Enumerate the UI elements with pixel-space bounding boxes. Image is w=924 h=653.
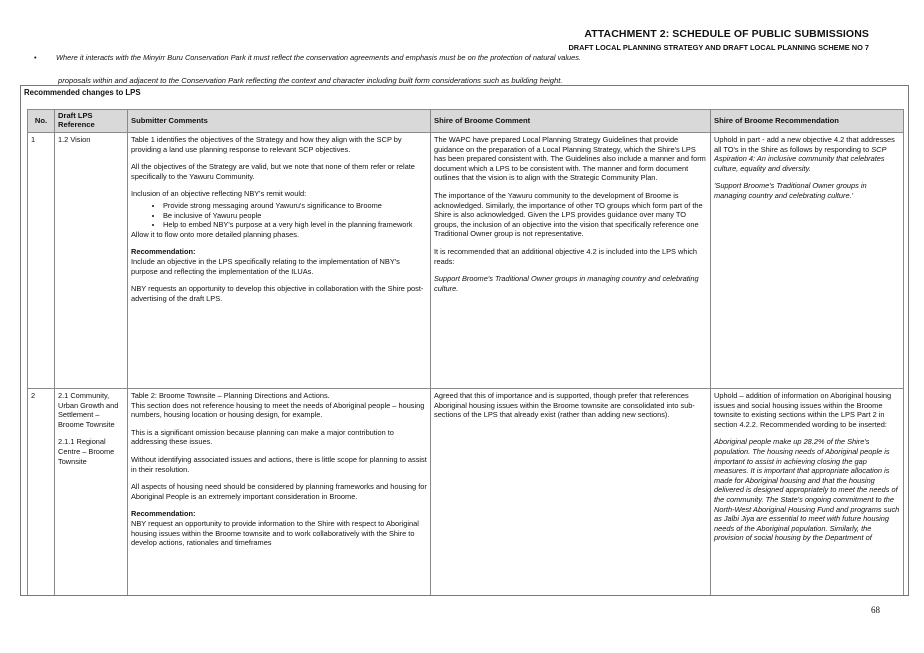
submitter-paragraph: This section does not reference housing to meet the needs of Aboriginal people – housing numbers, housing location or housing design, for example. [131,400,425,420]
comment-paragraph: Agreed that this of importance and is supported, though prefer that references Aboriginal housing issues within the Broome townsite are consolidated into sub-sections of the LPS that already exist (rather than adding new sections). [434,391,695,420]
comment-paragraph: The importance of the Yawuru community to the development of Broome is acknowledged. Similarly, the importance of other TO groups which form part of the Shire is also acknowledged. Given the LPS provides guidance over many TO groups, the inclusion of an objective into the vision that specifically reference one Traditional Owner group is not representative. [434,190,703,239]
reference-text: 1.2 Vision [58,135,91,144]
submitter-recommendation: NBY request an opportunity to provide information to the Shire with respect to Aboriginal housing issues within the Broome townsite and to work collaboratively with the Shire to develop actions, rationales and timeframes [131,518,419,548]
recommendation-text: Uphold in part - add a new objective 4.2 that addresses all TO's in the Shire as follows by responding to [714,135,895,154]
comment-paragraph: It is recommended that an additional objective 4.2 is included into the LPS which reads: [434,246,697,266]
bullet-icon: • [34,53,37,62]
submitter-bullet-list [131,201,427,230]
submitter-paragraph: This is a significant omission because planning can make a major contribution to addressing these issues. [131,427,394,447]
recommended-changes-section [20,85,909,596]
cell-recommendation [711,133,904,389]
submitter-paragraph: Without identifying associated issues and actions, there is little scope for planning to assist in their resolution. [131,454,427,474]
submitter-paragraph: Inclusion of an objective reflecting NBY's remit would: [131,189,307,199]
attachment-subtitle: DRAFT LOCAL PLANNING STRATEGY AND DRAFT LOCAL PLANNING SCHEME NO 7 [568,43,869,52]
submitter-paragraph: Table 1 identifies the objectives of the Strategy and how they align with the SCP by providing a land use planning response to relevant SCP objectives. [131,135,402,154]
table-header-row [28,110,904,133]
attachment-title: ATTACHMENT 2: SCHEDULE OF PUBLIC SUBMISSIONS [584,28,869,40]
reference-text: 2.1.1 Regional Centre – Broome Townsite [58,437,115,466]
column-header-recommendation: Shire of Broome Recommendation [711,110,904,133]
intro-proposals: proposals within and adjacent to the Conservation Park reflecting the context and character including built form considerations such as building height. [58,76,563,85]
recommendation-paragraph [714,135,900,173]
cell-comment [431,389,711,597]
column-header-submitter: Submitter Comments [128,110,431,133]
comment-paragraph: The WAPC have prepared Local Planning Strategy Guidelines that provide guidance on the preparation of a Local Planning Strategy, which the Shire's LPS has been prepared consistent with. The Guidelines also include a manner and form document which a LPS to be consistent with. The manner and form document outlines that the vision is to align with the Strategic Community Plan. [434,135,706,183]
recommendation-aspiration: SCP Aspiration 4: An inclusive community that celebrates culture, equality and diversity. [714,144,887,173]
column-header-no: No. [28,110,55,133]
submitter-recommendation: Include an objective in the LPS specifically relating to the implementation of NBY's purpose and reflecting the implementation of the ILUAs. [131,256,400,276]
cell-recommendation [711,389,904,597]
cell-reference [55,133,128,389]
cell-submitter [128,133,431,389]
recommendation-paragraph: Uphold – addition of information on Aboriginal housing issues and social housing issues within the Broome townsite to existing sections within the LPS Part 2 in section 4.2.2. Recommended wording to be inserted: [714,391,892,429]
recommendation-inserted-wording: Aboriginal people make up 28.2% of the Shire's population. The housing needs of Aboriginal people is important to assist in achieving closing the gap measures. It is important that appropriate allocation is made for Aboriginal housing and that the housing delivered is designed appropriately to meet the needs of the community. The State's ongoing commitment to the North-West Aboriginal Housing Fund and programs such as Jalbi Jiya are essential to meet with future housing needs of the Aboriginal population. Similarly, the provision of social housing by the Department of [714,437,900,543]
list-item: • Help to embed NBY's purpose at a very high level in the planning framework [163,220,427,230]
cell-submitter [128,389,431,597]
recommendation-quote: 'Support Broome's Traditional Owner groups in managing country and celebrating culture.' [714,181,867,200]
comment-proposed-objective: Support Broome's Traditional Owner groups in managing country and celebrating culture. [434,274,699,293]
recommendation-label: Recommendation: [131,247,196,257]
cell-reference [55,389,128,597]
list-item: • Provide strong messaging around Yawuru's significance to Broome [163,201,427,211]
list-item: • Be inclusive of Yawuru people [163,211,427,221]
section-title: Recommended changes to LPS [24,88,141,97]
cell-no: 1 [28,133,55,389]
submissions-table [27,109,904,596]
submitter-paragraph: NBY requests an opportunity to develop this objective in collaboration with the Shire post-advertising of the draft LPS. [131,284,424,303]
table-row [28,389,904,597]
submitter-paragraph: Table 2: Broome Townsite – Planning Directions and Actions. [131,391,330,400]
cell-comment [431,133,711,389]
intro-bullet-text: Where it interacts with the Minyirr Buru Conservation Park it must reflect the conservation agreements and emphasis must be on the protection of natural values. [56,53,581,62]
page-number: 68 [871,605,880,615]
column-header-comment: Shire of Broome Comment [431,110,711,133]
recommendation-label: Recommendation: [131,509,196,519]
cell-no: 2 [28,389,55,597]
table-row [28,133,904,389]
column-header-reference: Draft LPS Reference [55,110,128,133]
submitter-paragraph: All aspects of housing need should be considered by planning frameworks and housing for Aboriginal People is an extremely important consideration in Broome. [131,482,427,501]
submitter-paragraph: All the objectives of the Strategy are valid, but we note that none of them refer or relate specifically to the Yawuru Community. [131,162,415,181]
reference-text: 2.1 Community, Urban Growth and Settlement – Broome Townsite [58,391,119,429]
submitter-paragraph: Allow it to flow onto more detailed planning phases. [131,229,300,239]
intro-bullet [34,53,894,62]
